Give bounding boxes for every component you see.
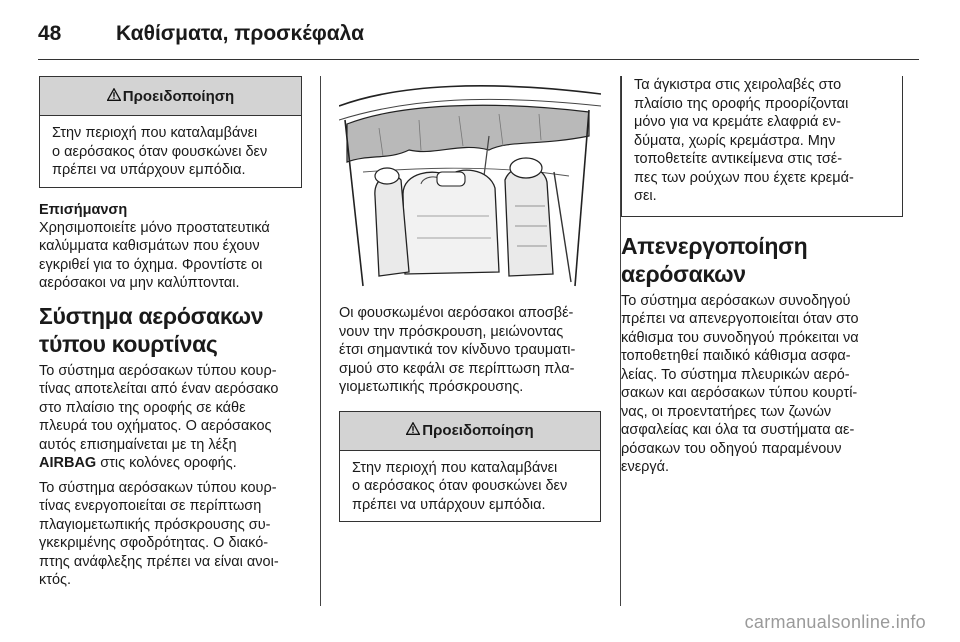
page-title: Καθίσματα, προσκέφαλα [116, 22, 364, 45]
paragraph-line: πρέπει να απενεργοποιείται όταν στο [621, 311, 859, 327]
note-text [39, 219, 302, 293]
paragraph-line: κτός. [39, 572, 72, 588]
paragraph-line [39, 454, 302, 473]
note-line: Χρησιμοποιείτε μόνο προστατευτικά [39, 219, 270, 236]
paragraph-line: ασφαλείας και όλα τα συστήματα αε- [621, 422, 855, 438]
warning-line: πρέπει να υπάρχουν εμπόδια. [52, 162, 246, 178]
heading-line: τύπου κουρτίνας [39, 330, 218, 357]
column-left [39, 76, 302, 596]
warning-line: τοποθετείτε αντικείμενα στις τσέ- [634, 151, 843, 167]
deactivation-paragraph [621, 292, 903, 477]
heading-line: αερόσακων [621, 260, 746, 287]
paragraph-line: ενεργά. [621, 459, 670, 475]
paragraph-line: στο πλαίσιο της οροφής σε κάθε [39, 399, 246, 416]
continued-warning-box [621, 76, 903, 217]
note-line: εγκριθεί για το όχημα. Φροντίστε οι [39, 256, 263, 273]
section-paragraph-2 [39, 479, 302, 590]
note-line: καλύμματα καθισμάτων που έχουν [39, 238, 260, 254]
warning-line: Στην περιοχή που καταλαμβάνει [352, 459, 558, 476]
caption-line: έτσι σημαντικά τον κίνδυνο τραυματι- [339, 342, 576, 358]
warning-line: δύματα, χωρίς κρεμάστρα. Μην [634, 132, 836, 149]
warning-text [340, 451, 600, 522]
warning-line: σει. [634, 188, 657, 204]
heading-line: Σύστημα αερόσακων [39, 302, 264, 329]
warning-triangle-icon [107, 88, 121, 105]
paragraph-line: πλαγιομετωπικής πρόσκρουσης συ- [39, 516, 271, 533]
warning-triangle-icon [406, 422, 420, 439]
paragraph-line: κάθισμα του συνοδηγού πρόκειται να [621, 329, 859, 346]
warning-line: πες των ρούχων που έχετε κρεμά- [634, 169, 854, 186]
watermark: carmanualsonline.info [744, 612, 926, 632]
paragraph-line: Το σύστημα αερόσακων τύπου κουρ- [39, 479, 277, 496]
note-line: αερόσακοι να μην καλύπτονται. [39, 275, 240, 291]
note-title: Επισήμανση [39, 201, 128, 218]
paragraph-line: Το σύστημα αερόσακων τύπου κουρ- [39, 362, 277, 379]
section-heading-curtain-airbags [39, 302, 302, 358]
warning-box [339, 411, 601, 523]
warning-header [340, 412, 600, 451]
warning-box [39, 76, 302, 188]
warning-line: μόνο για να κρεμάτε ελαφριά εν- [634, 114, 841, 130]
paragraph-line: πτης ανάφλεξης πρέπει να είναι ανοι- [39, 553, 279, 570]
warning-line: ο αερόσακος όταν φουσκώνει δεν [52, 143, 268, 160]
header-divider [38, 59, 919, 60]
column-middle [339, 76, 601, 522]
warning-line: πλαίσιο της οροφής προορίζονται [634, 95, 849, 112]
paragraph-line: τοποθετηθεί παιδικό κάθισμα ασφα- [621, 348, 851, 364]
caption-line: Οι φουσκωμένοι αερόσακοι αποσβέ- [339, 305, 574, 321]
paragraph-line: σακων και αερόσακων τύπου κουρτί- [621, 385, 858, 401]
paragraph-line: ρόσακων του οδηγού παραμένουν [621, 440, 842, 457]
warning-line: Στην περιοχή που καταλαμβάνει [52, 125, 258, 141]
page-number: 48 [38, 22, 62, 45]
curtain-airbag-illustration [339, 76, 601, 290]
warning-line: Τα άγκιστρα στις χειρολαβές στο [634, 77, 842, 93]
caption-line: νουν την πρόσκρουση, μειώνοντας [339, 323, 564, 340]
warning-title: Προειδοποίηση [122, 87, 235, 105]
warning-line: ο αερόσακος όταν φουσκώνει δεν [352, 478, 568, 494]
caption-line: γιομετωπικής πρόσκρουσης. [339, 379, 524, 395]
paragraph-line: λείας. Το σύστημα πλευρικών αερό- [621, 366, 850, 383]
car-interior-drawing [339, 76, 601, 290]
paragraph-line: Το σύστημα αερόσακων συνοδηγού [621, 292, 851, 309]
paragraph-line: νας, οι προεντατήρες των ζωνών [621, 403, 832, 420]
paragraph-line: γκεκριμένης σφοδρότητας. Ο διακό- [39, 535, 269, 551]
paragraph-text: στις κολόνες οροφής. [96, 455, 237, 471]
caption-line: σμού στο κεφάλι σε περίπτωση πλα- [339, 360, 575, 377]
airbag-label: AIRBAG [39, 455, 97, 471]
section-paragraph-1 [39, 362, 302, 473]
continued-warning-text [622, 76, 902, 216]
warning-text [40, 116, 301, 187]
heading-line: Απενεργοποίηση [621, 232, 808, 259]
section-heading-airbag-deactivation [621, 232, 903, 288]
warning-line: πρέπει να υπάρχουν εμπόδια. [352, 496, 546, 513]
page-header [38, 14, 918, 54]
column-right [621, 76, 903, 483]
column-divider-1 [320, 76, 321, 606]
illustration-caption [339, 304, 601, 397]
warning-title: Προειδοποίηση [422, 422, 534, 439]
paragraph-line: αυτός επισημαίνεται με τη λέξη [39, 436, 237, 453]
paragraph-line: τίνας ενεργοποιείται σε περίπτωση [39, 498, 262, 514]
paragraph-line: τίνας αποτελείται από έναν αερόσακο [39, 381, 279, 397]
warning-header [40, 77, 301, 116]
paragraph-line: πλευρά του οχήματος. Ο αερόσακος [39, 418, 272, 434]
